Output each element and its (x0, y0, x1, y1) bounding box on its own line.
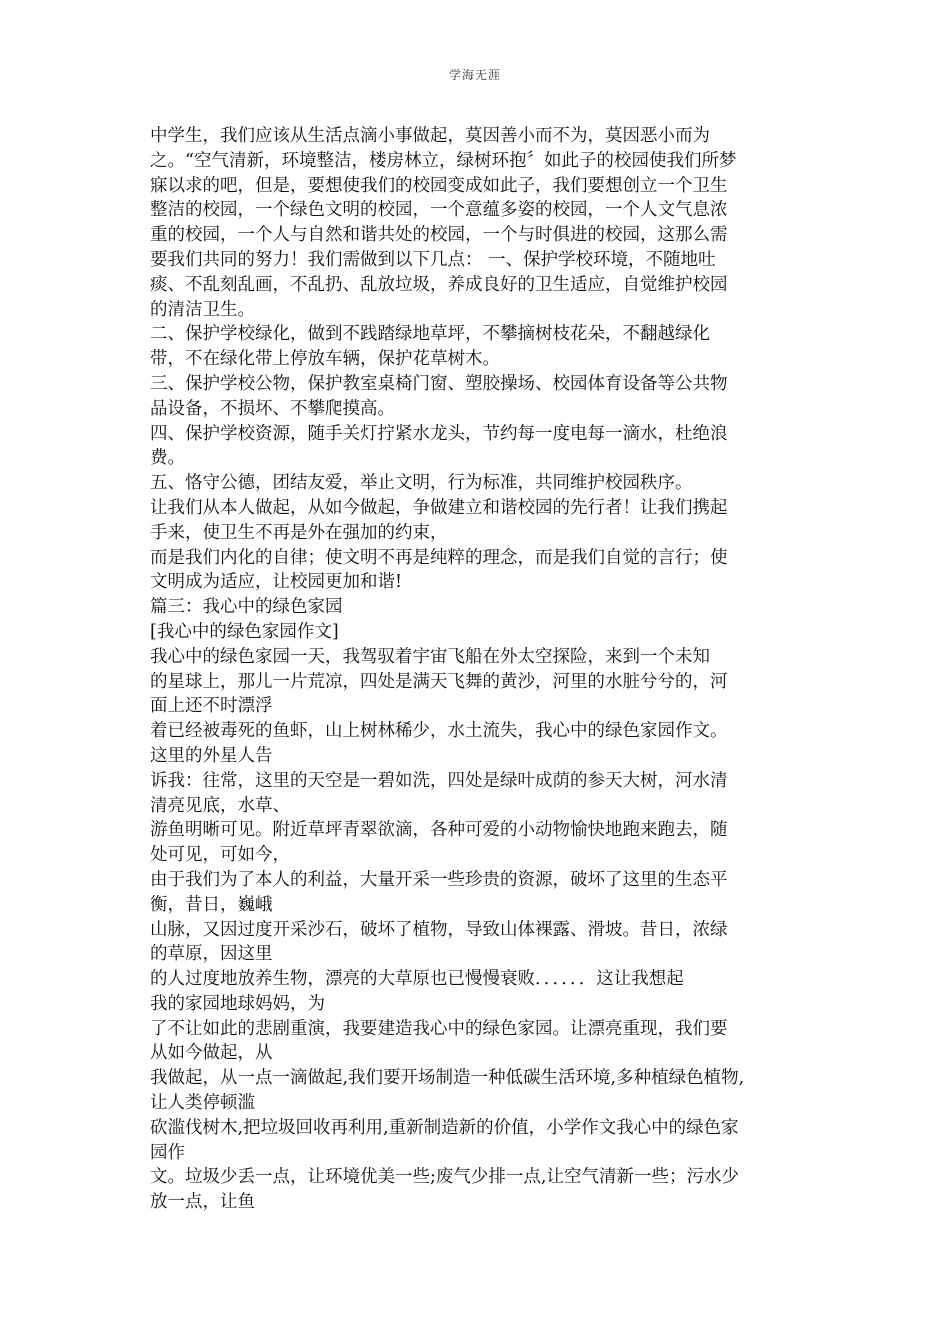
text-line: 面上还不时漂浮 (150, 696, 273, 717)
text-line: 我的家园地球妈妈，为 (150, 993, 325, 1014)
page-header: 学海无涯 (448, 68, 501, 82)
text-line: 的草原，因这里 (150, 944, 273, 965)
text-line: 着已经被毒死的鱼虾，山上树林稀少，水土流失，我心中的绿色家园作文。 (150, 721, 728, 742)
text-line: 手来，使卫生不再是外在强加的约束， (150, 522, 448, 543)
text-line: 处可见，可如今， (150, 845, 290, 866)
text-line: 山脉，又因过度开采沙石，破坏了植物，导致山体裸露、滑坡。昔日，浓绿 (150, 919, 728, 940)
document-body (150, 124, 795, 1215)
text-line: 我做起，从一点一滴做起,我们要开场制造一种低碳生活环境,多种植绿色植物, (150, 1068, 745, 1089)
text-line: 而是我们内化的自律；使文明不再是纯粹的理念，而是我们自觉的言行；使 (150, 547, 728, 568)
text-line: 寐以求的吧，但是，要想使我们的校园变成如此子，我们要想创立一个卫生 (150, 175, 728, 196)
text-line: 衡，昔日，巍峨 (150, 894, 273, 915)
text-line: 游鱼明晰可见。附近草坪青翠欲滴，各种可爱的小动物愉快地跑来跑去，随 (150, 820, 728, 841)
text-line: 这里的外星人告 (150, 745, 273, 766)
text-line: 让我们从本人做起，从如今做起，争做建立和谐校园的先行者！让我们携起 (150, 497, 728, 518)
text-line: 品设备，不损坏、不攀爬摸高。 (150, 398, 395, 419)
text-line: 由于我们为了本人的利益，大量开采一些珍贵的资源，破坏了这里的生态平 (150, 869, 728, 890)
section-subtitle: [我心中的绿色家园作文] (150, 621, 339, 642)
text-line: 整洁的校园，一个绿色文明的校园，一个意蕴多姿的校园，一个人文气息浓 (150, 200, 728, 221)
text-line: 的清洁卫生。 (150, 299, 255, 320)
text-line: 重的校园，一个人与自然和谐共处的校园，一个与时俱进的校园，这那么需 (150, 225, 728, 246)
text-line: 从如今做起，从 (150, 1043, 273, 1064)
text-line: 之。“空气清新，环境整洁，楼房林立，绿树环抱〞如此子的校园使我们所梦 (150, 150, 737, 171)
text-line: 诉我：往常，这里的天空是一碧如洗，四处是绿叶成荫的参天大树，河水清 (150, 770, 728, 791)
text-line: 清亮见底，水草、 (150, 795, 290, 816)
text-line: 五、恪守公德，团结友爱，举止文明，行为标准，共同维护校园秩序。 (150, 473, 693, 494)
text-line: 放一点，让鱼 (150, 1192, 255, 1213)
text-line: 二、保护学校绿化，做到不践踏绿地草坪，不攀摘树枝花朵，不翻越绿化 (150, 324, 710, 345)
text-line: 三、保护学校公物，保护教室桌椅门窗、塑胶操场、校园体育设备等公共物 (150, 373, 728, 394)
text-line: 让人类停顿滥 (150, 1093, 255, 1114)
text-line: 我心中的绿色家园一天，我驾驭着宇宙飞船在外太空探险，来到一个未知 (150, 646, 710, 667)
text-line: 的星球上，那儿一片荒凉，四处是满天飞舞的黄沙，河里的水脏兮兮的，河 (150, 671, 728, 692)
text-line: 了不让如此的悲剧重演，我要建造我心中的绿色家园。让漂亮重现，我们要 (150, 1018, 728, 1039)
text-line: 砍滥伐树木,把垃圾回收再利用,重新制造新的价值，小学作文我心中的绿色家 (150, 1117, 739, 1138)
text-line: 文。垃圾少丢一点，让环境优美一些;废气少排一点,让空气清新一些；污水少 (150, 1167, 739, 1188)
text-line: 园作 (150, 1142, 185, 1163)
text-line: 文明成为适应，让校园更加和谐! (150, 572, 403, 593)
text-line: 带，不在绿化带上停放车辆，保护花草树木。 (150, 349, 500, 370)
text-line: 中学生，我们应该从生活点滴小事做起，莫因善小而不为，莫因恶小而为 (150, 126, 710, 146)
text-line: 的人过度地放养生物，漂亮的大草原也已慢慢衰败．．．．．．这让我想起 (150, 969, 684, 990)
text-line: 费。 (150, 448, 185, 469)
text-line: 要我们共同的努力！我们需做到以下几点： 一、保护学校环境，不随地吐 (150, 249, 716, 270)
text-line: 痰、不乱刻乱画，不乱扔、乱放垃圾，养成良好的卫生适应，自觉维护校园 (150, 274, 728, 295)
section-title: 篇三：我心中的绿色家园 (150, 597, 343, 618)
text-line: 四、保护学校资源，随手关灯拧紧水龙头，节约每一度电每一滴水，杜绝浪 (150, 423, 728, 444)
